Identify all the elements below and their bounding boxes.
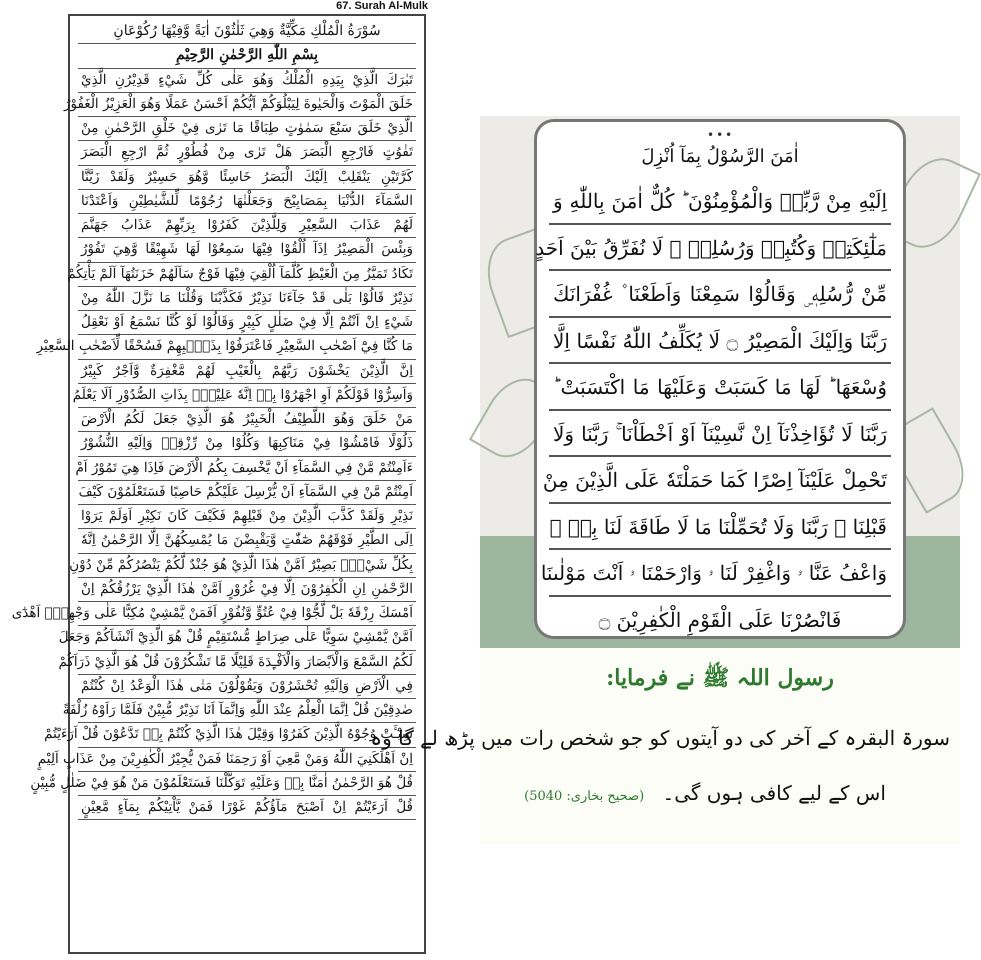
verse-line: تَبٰرَكَ الَّذِيْ بِيَدِهِ الْمُلْكُ وَهُوَ عَلٰى كُلِّ شَيْءٍ قَدِيْرُنِ الَّذِيْ	[78, 69, 416, 93]
verse-line: اَمَّنْ يَّمْشِيْ سَوِيًّا عَلٰى صِرَاطٍ مُّسْتَقِيْمٍ قُلْ هُوَ الَّذِيْٓ اَنْشَاَكُمْ وَجَعَلَ	[78, 626, 416, 650]
verse-line: قَبْلِنَا ۚ رَبَّنَا وَلَا تُحَمِّلْنَا مَا لَا طَاقَةَ لَنَا بِهٖ ۚ	[549, 504, 891, 551]
verse-line: مَنْ خَلَقَ وَهُوَ اللَّطِيْفُ الْخَبِيْرُ هُوَ الَّذِيْ جَعَلَ لَكُمُ الْاَرْضَ	[78, 408, 416, 432]
verse-line: قُلْ اَرَءَيْتُمْ اِنْ اَصْبَحَ مَآؤُكُمْ غَوْرًا فَمَنْ يَّاْتِيْكُمْ بِمَآءٍ مَّعِيْنٍ	[78, 796, 416, 820]
verse-line: اَمْسَكَ رِزْقَهٗ بَلْ لَّجُّوْا فِيْ عُتُوٍّ وَّنُفُوْرٍ اَفَمَنْ يَّمْشِيْ مُكِبًّا عَلٰى وَجْهِهٖٓ اَهْدٰٓى	[78, 602, 416, 626]
verse-line: تَفٰوُتٍ فَارْجِعِ الْبَصَرَ هَلْ تَرٰى مِنْ فُطُوْرٍ ثُمَّ ارْجِعِ الْبَصَرَ	[78, 141, 416, 165]
verse-line: شَيْءٍ اِنْ اَنْتُمْ اِلَّا فِيْ ضَلٰلٍ كَبِيْرٍ وَقَالُوْا لَوْ كُنَّا نَسْمَعُ اَوْ نَعْقِلُ	[78, 311, 416, 335]
verse-tablet	[534, 119, 906, 639]
surah-mulk-page	[11, 0, 430, 955]
verse-line: فَانْصُرْنَا عَلَى الْقَوْمِ الْكٰفِرِيْنَ ۝	[598, 607, 842, 632]
verse-line: قُلْ هُوَ الرَّحْمٰنُ اٰمَنَّا بِهٖ وَعَلَيْهِ تَوَكَّلْنَا فَسَتَعْلَمُوْنَ مَنْ هُوَ فِيْ ضَلٰلٍ مُّبِيْنٍ	[78, 772, 416, 796]
verse-line: خَلَقَ الْمَوْتَ وَالْحَيٰوةَ لِيَبْلُوَكُمْ اَيُّكُمْ اَحْسَنُ عَمَلًا وَهُوَ الْعَزِيْزُ الْغَفُوْرُ	[78, 93, 416, 117]
verse-line: كَرَّتَيْنِ يَنْقَلِبْ اِلَيْكَ الْبَصَرُ خَاسِئًا وَّهُوَ حَسِيْرٌ وَلَقَدْ زَيَّنَّا	[78, 166, 416, 190]
verse-line: مَا كُنَّا فِيْٓ اَصْحٰبِ السَّعِيْرِ فَاعْتَرَفُوْا بِذَنْۢبِهِمْ فَسُحْقًا لِّاَصْحٰبِ السَّعِيْرِ	[78, 335, 416, 359]
verse-line: مَلٰٓئِكَتِهٖ وَكُتُبِهٖ وَرُسُلِهٖ ۣ لَا نُفَرِّقُ بَيْنَ اَحَدٍ	[549, 225, 891, 272]
verse-heading: اٰمَنَ الرَّسُوْلُ بِمَآ اُنْزِلَ	[641, 146, 799, 167]
verse-line: نَذِيْرِ وَلَقَدْ كَذَّبَ الَّذِيْنَ مِنْ قَبْلِهِمْ فَكَيْفَ كَانَ نَكِيْرِ اَوَلَمْ يَرَوْا	[78, 505, 416, 529]
verse-line: الَّذِيْ خَلَقَ سَبْعَ سَمٰوٰتٍ طِبَاقًا مَا تَرٰى فِيْ خَلْقِ الرَّحْمٰنِ مِنْ	[78, 117, 416, 141]
verse-lines	[535, 178, 891, 643]
bismillah-line: بِسْمِ اللّٰهِ الرَّحْمٰنِ الرَّحِيْمِ	[78, 44, 416, 68]
verse-line: بِكُلِّ شَيْءٍۢ بَصِيْرٌ اَمَّنْ هٰذَا الَّذِيْ هُوَ جُنْدٌ لَّكُمْ يَنْصُرُكُمْ مِّنْ دُوْنِ	[78, 554, 416, 578]
verse-line: اِنَّ الَّذِيْنَ يَخْشَوْنَ رَبَّهُمْ بِالْغَيْبِ لَهُمْ مَّغْفِرَةٌ وَّاَجْرٌ كَبِيْرٌ	[78, 360, 416, 384]
verse-line: صٰدِقِيْنَ قُلْ اِنَّمَا الْعِلْمُ عِنْدَ اللّٰهِ وَاِنَّمَآ اَنَا نَذِيْرٌ مُّبِيْنٌ فَلَمَّا رَاَوْهُ زُلْفَةً	[78, 699, 416, 723]
verse-line: سِيْٓـَٔتْ وُجُوْهُ الَّذِيْنَ كَفَرُوْا وَقِيْلَ هٰذَا الَّذِيْ كُنْتُمْ بِهٖ تَدَّعُوْنَ قُلْ اَرَءَيْتُمْ	[78, 723, 416, 747]
verse-line: رَبَّنَا وَاِلَيْكَ الْمَصِيْرُ ۝ لَا يُكَلِّفُ اللّٰهُ نَفْسًا اِلَّا	[549, 318, 891, 365]
verse-line: الرَّحْمٰنِ اِنِ الْكٰفِرُوْنَ اِلَّا فِيْ غُرُوْرٍ اَمَّنْ هٰذَا الَّذِيْ يَرْزُقُكُمْ اِنْ	[78, 578, 416, 602]
hadith-text: سورۃ البقرہ کے آخر کی دو آیتوں کو جو شخص رات میں پڑھ لے گا وہ	[370, 726, 950, 750]
hadith-text-line2: اس کے لیے کافی ہوں گی۔	[662, 781, 886, 805]
surah-text-frame	[11, 14, 426, 954]
tablet-dots-icon: •••	[707, 128, 735, 142]
verse-line: اَمِنْتُمْ مَّنْ فِي السَّمَآءِ اَنْ يُّرْسِلَ عَلَيْكُمْ حَاصِبًا فَسَتَعْلَمُوْنَ كَيْفَ	[78, 481, 416, 505]
amanar-rasul-card	[370, 116, 960, 844]
verse-line: مِّنْ رُّسُلِهٖ ۣ وَقَالُوْا سَمِعْنَا وَاَطَعْنَا ۫ غُفْرَانَكَ	[549, 271, 891, 318]
verse-line: رَبَّنَا لَا تُؤَاخِذْنَآ اِنْ نَّسِيْنَآ اَوْ اَخْطَاْنَا ۚ رَبَّنَا وَلَا	[549, 411, 891, 458]
verse-line: السَّمَآءَ الدُّنْيَا بِمَصَابِيْحَ وَجَعَلْنٰهَا رُجُوْمًا لِّلشَّيٰطِيْنِ وَاَعْتَدْنَا	[78, 190, 416, 214]
verse-line: فِي الْاَرْضِ وَاِلَيْهِ تُحْشَرُوْنَ وَيَقُوْلُوْنَ مَتٰى هٰذَا الْوَعْدُ اِنْ كُنْتُمْ	[78, 675, 416, 699]
surah-title-line: سُوْرَةُ الْمُلْكِ مَكِّيَّةٌ وَهِيَ ثَلٰثُوْنَ اٰيَةً وَّفِيْهَا رُكُوْعَانِ	[78, 20, 416, 44]
verse-line: تَحْمِلْ عَلَيْنَآ اِصْرًا كَمَا حَمَلْتَهٗ عَلَى الَّذِيْنَ مِنْ	[549, 457, 891, 504]
verse-line: ذَلُوْلًا فَامْشُوْا فِيْ مَنَاكِبِهَا وَكُلُوْا مِنْ رِّزْقِهٖ وَاِلَيْهِ النُّشُوْرُ	[78, 432, 416, 456]
hadith-text-end	[510, 781, 900, 805]
verse-line: وَاَسِرُّوْا قَوْلَكُمْ اَوِ اجْهَرُوْا بِهٖ اِنَّهٗ عَلِيْمٌۢ بِذَاتِ الصُّدُوْرِ اَلَا يَعْلَمُ	[78, 384, 416, 408]
verse-line: تَكَادُ تَمَيَّزُ مِنَ الْغَيْظِ كُلَّمَآ اُلْقِيَ فِيْهَا فَوْجٌ سَاَلَهُمْ خَزَنَتُهَآ اَلَمْ يَأْتِكُمْ	[78, 263, 416, 287]
verse-line: اِلَى الطَّيْرِ فَوْقَهُمْ صٰٓفّٰتٍ وَّيَقْبِضْنَ مَا يُمْسِكُهُنَّ اِلَّا الرَّحْمٰنُ اِنَّهٗ	[78, 529, 416, 553]
verse-line: نَذِيْرٌ قَالُوْا بَلٰى قَدْ جَآءَنَا نَذِيْرٌ فَكَذَّبْنَا وَقُلْنَا مَا نَزَّلَ اللّٰهُ مِنْ	[78, 287, 416, 311]
page-header: 67. Surah Al-Mulk	[336, 0, 428, 12]
verse-line: لَهُمْ عَذَابَ السَّعِيْرِ وَلِلَّذِيْنَ كَفَرُوْا بِرَبِّهِمْ عَذَابُ جَهَنَّمَ	[78, 214, 416, 238]
verse-line: ءَاَمِنْتُمْ مَّنْ فِي السَّمَآءِ اَنْ يَّخْسِفَ بِكُمُ الْاَرْضَ فَاِذَا هِيَ تَمُوْرُ اَمْ	[78, 457, 416, 481]
hadith-heading: رسول اللہ ﷺ نے فرمایا:	[606, 665, 834, 691]
hadith-reference: (صحیح بخاری: 5040)	[524, 789, 645, 804]
verse-line: لَكُمُ السَّمْعَ وَالْاَبْصَارَ وَالْاَفْـِٕدَةَ قَلِيْلًا مَّا تَشْكُرُوْنَ قُلْ هُوَ الَّذِيْ ذَرَاَكُمْ	[78, 651, 416, 675]
verse-line: اِنْ اَهْلَكَنِيَ اللّٰهُ وَمَنْ مَّعِيَ اَوْ رَحِمَنَا فَمَنْ يُّجِيْرُ الْكٰفِرِيْنَ مِنْ عَذَابٍ اَلِيْمٍ	[78, 748, 416, 772]
verse-line: اِلَيْهِ مِنْ رَّبِّهٖ وَالْمُؤْمِنُوْنَ ؕ كُلٌّ اٰمَنَ بِاللّٰهِ وَ	[549, 178, 891, 225]
verse-line: وَبِئْسَ الْمَصِيْرُ اِذَآ اُلْقُوْا فِيْهَا سَمِعُوْا لَهَا شَهِيْقًا وَّهِيَ تَفُوْرُ	[78, 238, 416, 262]
verse-line: وَاعْفُ عَنَّا ۥ وَاغْفِرْ لَنَا ۥ وَارْحَمْنَا ۥ اَنْتَ مَوْلٰىنَا	[549, 550, 891, 597]
verse-line: وُسْعَهَا ؕ لَهَا مَا كَسَبَتْ وَعَلَيْهَا مَا اكْتَسَبَتْ ؕ	[549, 364, 891, 411]
